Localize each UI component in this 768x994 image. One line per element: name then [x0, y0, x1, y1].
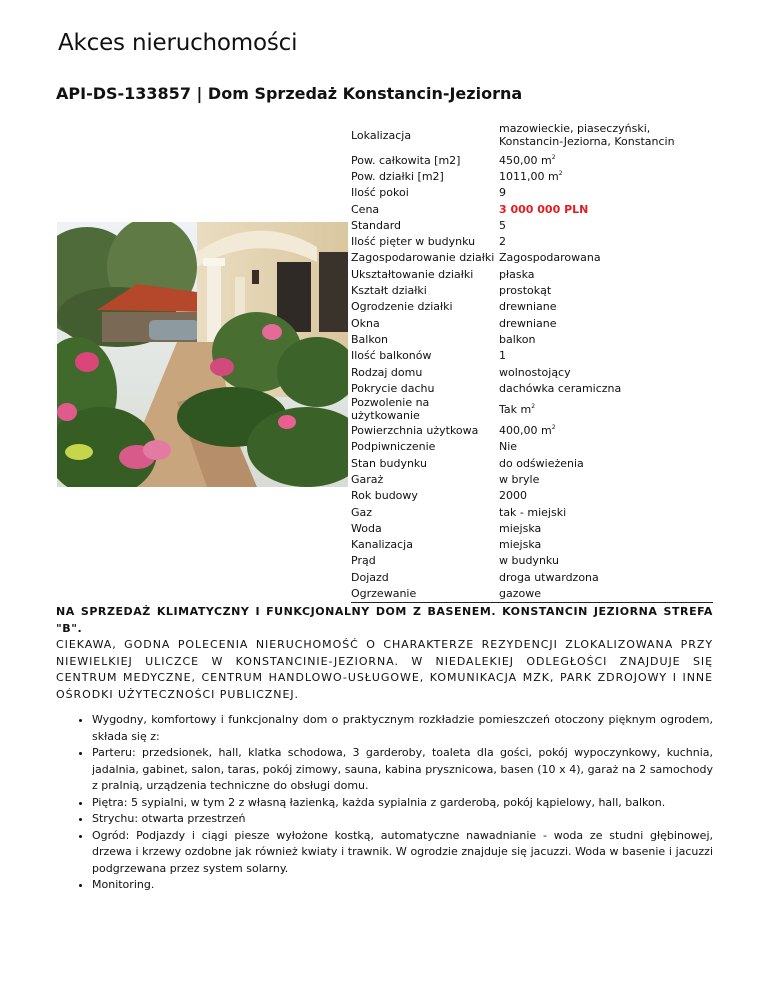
detail-label: Pokrycie dachu	[351, 381, 435, 395]
detail-value: droga utwardzona	[499, 570, 599, 584]
detail-label: Garaż	[351, 472, 384, 486]
detail-row-plot-shape	[351, 282, 713, 298]
detail-label: Pozwolenie na użytkowanie	[351, 396, 430, 423]
detail-value	[498, 422, 713, 438]
detail-value: 2	[499, 235, 506, 249]
detail-label: Ilość pięter w budynku	[351, 235, 476, 249]
detail-label: Balkon	[351, 332, 389, 346]
area-value: 1011,00 m	[499, 169, 559, 183]
unit-superscript: 2	[558, 169, 563, 177]
detail-row-heating	[351, 585, 713, 602]
detail-row-roof	[351, 380, 713, 396]
detail-row-windows	[351, 315, 713, 331]
detail-label: Cena	[351, 202, 380, 216]
detail-value	[498, 396, 713, 422]
detail-label: Ogrzewanie	[351, 587, 417, 601]
list-item: • Wygodny, komfortowy i funkcjonalny dom o praktycznym rozkładzie pomieszczeń otoczony pięknym ogrodem, składa się z:	[92, 712, 713, 745]
detail-label: Okna	[351, 316, 380, 330]
detail-value: miejska	[499, 521, 542, 535]
detail-row-garage	[351, 471, 713, 487]
detail-row-sewage	[351, 537, 713, 553]
detail-label: Prąd	[351, 554, 376, 568]
detail-row-balcony	[351, 331, 713, 347]
property-details-table	[351, 118, 713, 603]
detail-row-basement	[351, 439, 713, 455]
detail-value: drewniane	[499, 300, 557, 314]
detail-label: Zagospodarowanie działki	[351, 251, 495, 265]
detail-value: miejska	[499, 538, 542, 552]
detail-label: Lokalizacja	[351, 128, 412, 142]
detail-row-plot-development	[351, 250, 713, 266]
detail-value: w budynku	[499, 554, 559, 568]
property-description	[56, 604, 713, 894]
detail-value: gazowe	[499, 587, 541, 601]
unit-superscript: 2	[551, 153, 556, 161]
detail-label: Gaz	[351, 505, 373, 519]
detail-label: Pow. całkowita [m2]	[351, 153, 461, 167]
detail-value: balkon	[499, 332, 536, 346]
description-lead: CIEKAWA, GODNA POLECENIA NIERUCHOMOŚĆ O CHARAKTERZE REZYDENCJI ZLOKALIZOWANA PRZY NIEWIELKIEJ ULICZCE W KONSTANCINIE-JEZIORNA. W NIEDALEKIEJ ODLEGŁOŚCI ZNAJDUJE SIĘ CENTRUM MEDYCZNE, CENTRUM HANDLOWO-USŁUGOWE, KOMUNIKACJA MZK, PARK ZDROJOWY I INNE OŚRODKI UŻYTECZNOŚCI PUBLICZNEJ.	[56, 638, 713, 701]
area-value: 400,00 m	[499, 424, 552, 438]
listing-title: API-DS-133857 | Dom Sprzedaż Konstancin-Jeziorna	[56, 84, 523, 103]
detail-row-plot-fence	[351, 299, 713, 315]
list-item: • Strychu: otwarta przestrzeń	[92, 811, 713, 828]
permit-value: Tak m	[499, 402, 532, 416]
detail-row-gas	[351, 504, 713, 520]
unit-superscript: 2	[551, 424, 556, 432]
detail-row-standard	[351, 217, 713, 233]
detail-value: 1	[499, 349, 506, 363]
detail-row-access-road	[351, 569, 713, 585]
detail-value: wolnostojący	[499, 365, 571, 379]
detail-value: mazowieckie, piaseczyński, Konstancin-Jeziorna, Konstancin	[499, 122, 675, 148]
detail-value: do odświeżenia	[499, 456, 584, 470]
detail-value: prostokąt	[499, 284, 552, 298]
detail-row-plot-area	[351, 168, 713, 184]
detail-label: Pow. działki [m2]	[351, 169, 444, 183]
detail-row-floors	[351, 233, 713, 249]
detail-value: Nie	[499, 440, 518, 454]
list-item: • Monitoring.	[92, 877, 713, 894]
detail-row-plot-terrain	[351, 266, 713, 282]
detail-value: w bryle	[499, 472, 540, 486]
detail-label: Ukształtowanie działki	[351, 267, 474, 281]
detail-label: Rok budowy	[351, 489, 418, 503]
list-item: • Parteru: przedsionek, hall, klatka schodowa, 3 garderoby, toaleta dla gości, pokój wypoczynkowy, kuchnia, jadalnia, gabinet, salon, taras, pokój zimowy, sauna, kabina prysznicowa, basen (10 x 4), garaż na 2 samochody z pralnią, urządzenia techniczne do obsługi domu.	[92, 745, 713, 795]
price-value: 3 000 000 PLN	[499, 202, 589, 216]
detail-label: Kanalizacja	[351, 538, 413, 552]
detail-row-location	[351, 118, 713, 152]
detail-value	[498, 168, 713, 184]
unit-superscript: 2	[531, 402, 536, 410]
detail-row-total-area	[351, 152, 713, 168]
list-item: • Ogród: Podjazdy i ciągi piesze wyłożone kostką, automatyczne nawadnianie - woda ze studni głębinowej, drzewa i krzewy ozdobne jak również kwiaty i trawnik. W ogrodzie znajduje się jacuzzi. Woda w basenie i jacuzzi podgrzewana przez system solarny.	[92, 828, 713, 878]
detail-value: drewniane	[499, 316, 557, 330]
detail-value: dachówka ceramiczna	[499, 381, 622, 395]
detail-value: tak - miejski	[499, 505, 567, 519]
list-item: • Piętra: 5 sypialni, w tym 2 z własną łazienką, każda sypialnia z garderobą, pokój kąpielowy, hall, balkon.	[92, 795, 713, 812]
detail-row-building-permit	[351, 396, 713, 422]
detail-label: Dojazd	[351, 570, 389, 584]
detail-row-balcony-count	[351, 348, 713, 364]
description-headline: NA SPRZEDAŻ KLIMATYCZNY I FUNKCJONALNY DOM Z BASENEM. KONSTANCIN JEZIORNA STREFA "B".	[56, 605, 713, 635]
detail-row-year-built	[351, 488, 713, 504]
detail-label: Ilość pokoi	[351, 186, 409, 200]
detail-row-price	[351, 201, 713, 217]
detail-value: 2000	[499, 489, 527, 503]
detail-value: płaska	[499, 267, 535, 281]
detail-row-electricity	[351, 553, 713, 569]
detail-row-water	[351, 520, 713, 536]
house-photo-icon	[57, 222, 348, 487]
detail-row-building-condition	[351, 455, 713, 471]
detail-value: 9	[499, 186, 506, 200]
property-photo	[57, 222, 348, 487]
detail-label: Kształt działki	[351, 284, 427, 298]
area-value: 450,00 m	[499, 153, 552, 167]
detail-value: Zagospodarowana	[499, 251, 601, 265]
detail-label: Rodzaj domu	[351, 365, 423, 379]
detail-label: Standard	[351, 218, 402, 232]
detail-label: Ogrodzenie działki	[351, 300, 453, 314]
features-list	[56, 712, 713, 894]
detail-label: Stan budynku	[351, 456, 427, 470]
agency-name: Akces nieruchomości	[58, 30, 298, 56]
detail-row-rooms	[351, 185, 713, 201]
detail-label: Powierzchnia użytkowa	[351, 424, 479, 438]
detail-row-usable-area	[351, 422, 713, 438]
detail-label: Podpiwniczenie	[351, 440, 436, 454]
detail-label: Ilość balkonów	[351, 349, 432, 363]
detail-value	[498, 152, 713, 168]
detail-row-house-type	[351, 364, 713, 380]
detail-value: 5	[499, 218, 506, 232]
detail-label: Woda	[351, 521, 382, 535]
